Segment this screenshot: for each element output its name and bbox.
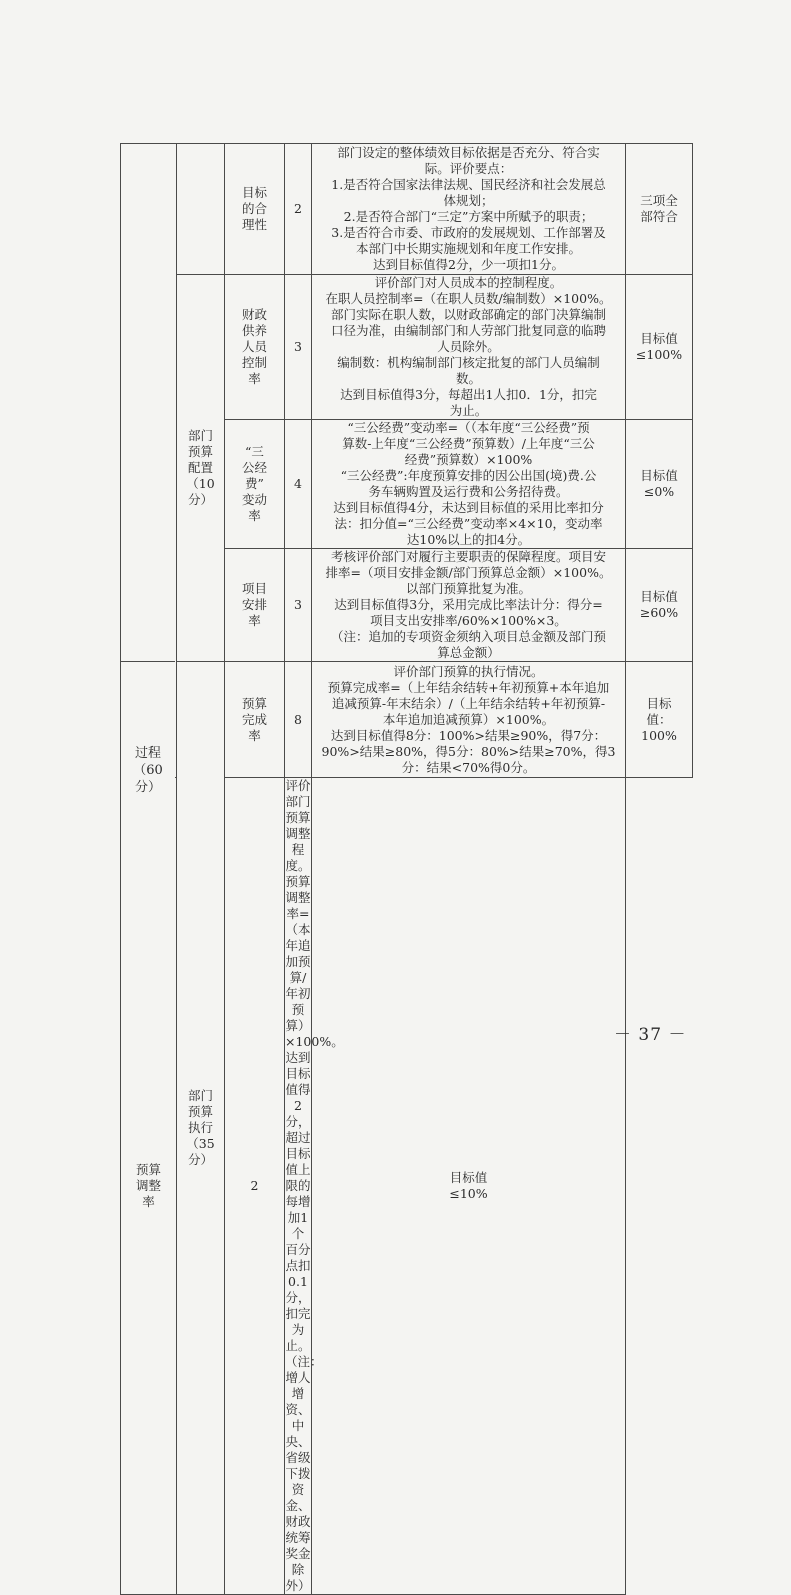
indicator-criteria: 考核评价部门对履行主要职责的保障程度。项目安 排率=（项目安排金额/部门预算总金额）×100%。 以部门预算批复为准。 达到目标值得3分，采用完成比率法计分：得分= 项目支出安排率/60%×100%×3。 （注：追加的专项资金须纳入项目总金额及部门预 算总金额） xyxy=(312,549,626,662)
indicator-score: 8 xyxy=(285,662,312,778)
target-standard: 目标 值： 100% xyxy=(626,662,693,778)
indicator-name: 财政 供养 人员 控制 率 xyxy=(225,275,285,420)
indicator-name: 预算 调整 率 xyxy=(121,778,177,1595)
indicator-score: 4 xyxy=(285,420,312,549)
group-budget-execution: 部门 预算 执行 （35 分） xyxy=(177,662,225,1595)
indicator-score: 2 xyxy=(285,144,312,275)
target-standard: 目标值 ≥60% xyxy=(626,549,693,662)
indicator-criteria: 评价部门对人员成本的控制程度。 在职人员控制率=（在职人员数/编制数）×100%。 部门实际在职人数，以财政部确定的部门决算编制 口径为准，由编制部门和人劳部门批复同意的临聘 人员除外。 编制数：机构编制部门核定批复的部门人员编制 数。 达到目标值得3分，每超出1人扣0．1分，扣完 为止。 xyxy=(312,275,626,420)
indicator-name: “三 公经 费” 变动 率 xyxy=(225,420,285,549)
indicator-criteria: 评价部门预算调整程度。 预算调整率=（本年追加预算/年初预算）×100%。 达到目标值得2分，超过目标值上限的每增加1个 百分点扣0.1分，扣完为止。 （注：增人增资、中央、省级下拨资金、财政统筹 奖金除外） xyxy=(285,778,344,1593)
indicator-criteria: 部门设定的整体绩效目标依据是否充分、符合实 际。评价要点： 1.是否符合国家法律法规、国民经济和社会发展总 体规划； 2.是否符合部门“三定”方案中所赋予的职责； 3.是否符合市委、市政府的发展规划、工作部署及 本部门中长期实施规划和年度工作安排。 达到目标值得2分，少一项扣1分。 xyxy=(312,144,626,275)
target-standard: 目标值 ≤10% xyxy=(312,778,626,1595)
indicator-criteria: “三公经费”变动率=（（本年度“三公经费”预 算数-上年度“三公经费”预算数）/上年度“三公 经费”预算数）×100% “三公经费”:年度预算安排的因公出国(境)费.公 务车辆购置及运行费和公务招待费。 达到目标值得4分，未达到目标值的采用比率扣分 法：扣分值=“三公经费”变动率×4×10，变动率 达10%以上的扣4分。 xyxy=(312,420,626,549)
group-budget-allocation: 部门 预算 配置 （10 分） xyxy=(177,275,225,662)
indicator-criteria: 评价部门预算的执行情况。 预算完成率=（上年结余结转+年初预算+本年追加 追减预算-年末结余）/（上年结余结转+年初预算- 本年追加追减预算）×100%。 达到目标值得8分：100%>结果≥90%，得7分： 90%>结果≥80%，得5分：80%>结果≥70%，得3 分：结果<70%得0分。 xyxy=(312,662,626,778)
table-row xyxy=(121,662,693,778)
indicator-score: 3 xyxy=(285,275,312,420)
page-number: － 37 － xyxy=(614,1025,687,1045)
target-standard: 目标值 ≤100% xyxy=(626,275,693,420)
level2-cell-empty xyxy=(177,144,225,275)
group-process: 过程 （60 分） xyxy=(121,661,175,878)
target-standard: 三项全 部符合 xyxy=(626,144,693,275)
indicator-name: 项目 安排 率 xyxy=(225,549,285,662)
indicator-score: 2 xyxy=(225,778,285,1595)
performance-evaluation-table xyxy=(120,143,693,1595)
target-standard: 目标值 ≤0% xyxy=(626,420,693,549)
indicator-name: 目标 的合 理性 xyxy=(225,144,285,275)
table-row xyxy=(121,144,693,275)
indicator-score: 3 xyxy=(285,549,312,662)
table-row xyxy=(121,275,693,420)
indicator-name: 预算 完成 率 xyxy=(225,662,285,778)
